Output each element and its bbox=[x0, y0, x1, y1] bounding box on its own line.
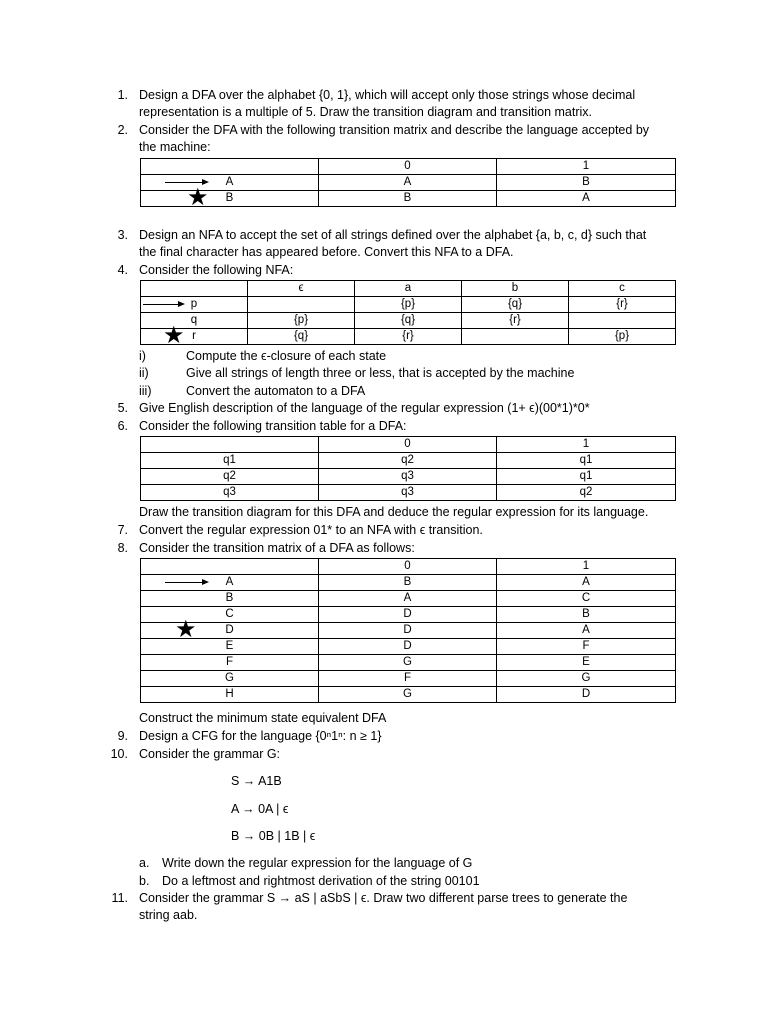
table-cell: q1 bbox=[497, 453, 676, 469]
state-label: B bbox=[225, 192, 234, 204]
q5-number: 5. bbox=[117, 401, 128, 415]
q10-sub-label: a. bbox=[139, 856, 150, 870]
q2-text-cont: the machine: bbox=[139, 140, 211, 154]
table-cell: q3 bbox=[319, 485, 497, 501]
table-cell bbox=[462, 329, 569, 345]
state-label: p bbox=[190, 298, 198, 310]
table-cell: A bbox=[497, 191, 676, 207]
table-cell: 1 bbox=[497, 437, 676, 453]
q3-text-cont: the final character has appeared before. Convert this NFA to a DFA. bbox=[139, 245, 514, 259]
table-cell: q2 bbox=[319, 453, 497, 469]
q2-text: Consider the DFA with the following transition matrix and describe the language accepted by bbox=[139, 123, 650, 137]
q1-number: 1. bbox=[117, 88, 128, 102]
table-cell: q3 bbox=[319, 469, 497, 485]
table-cell: a bbox=[355, 281, 462, 297]
q6-transition-table bbox=[140, 436, 676, 501]
q4-sub-label: iii) bbox=[139, 384, 152, 398]
table-cell bbox=[248, 297, 355, 313]
table-cell: ϵ bbox=[248, 281, 355, 297]
q4-number: 4. bbox=[117, 263, 128, 277]
table-cell: {q} bbox=[355, 313, 462, 329]
q3-number: 3. bbox=[117, 228, 128, 242]
table-cell bbox=[569, 313, 676, 329]
table-cell: q1 bbox=[141, 453, 319, 469]
table-cell: c bbox=[569, 281, 676, 297]
q7-number: 7. bbox=[117, 523, 128, 537]
table-row bbox=[141, 607, 676, 623]
table-cell: F bbox=[141, 655, 319, 671]
final-state-star-icon: ★ bbox=[175, 615, 197, 643]
table-cell: G bbox=[319, 655, 497, 671]
q4-text: Consider the following NFA: bbox=[139, 263, 294, 277]
table-row bbox=[141, 623, 676, 639]
table-cell: A bbox=[319, 175, 497, 191]
table-cell: B bbox=[319, 191, 497, 207]
table-header-row bbox=[141, 559, 676, 575]
start-arrow-icon bbox=[143, 304, 183, 305]
q10-sub-label: b. bbox=[139, 874, 150, 888]
table-cell: G bbox=[141, 671, 319, 687]
table-cell: A bbox=[319, 591, 497, 607]
table-cell: G bbox=[497, 671, 676, 687]
table-cell: C bbox=[141, 607, 319, 623]
table-row bbox=[141, 485, 676, 501]
table-header-row bbox=[141, 281, 676, 297]
table-cell: 1 bbox=[497, 559, 676, 575]
q4-sub-label: i) bbox=[139, 349, 146, 363]
q7-text: Convert the regular expression 01* to an NFA with ϵ transition. bbox=[139, 523, 483, 537]
q10-number: 10. bbox=[110, 747, 128, 761]
table-row bbox=[141, 591, 676, 607]
grammar-rule: S → A1B bbox=[231, 774, 282, 788]
grammar-rule: B → 0B | 1B | ϵ bbox=[231, 829, 316, 843]
table-cell: b bbox=[462, 281, 569, 297]
start-arrow-icon bbox=[165, 582, 207, 583]
state-label: r bbox=[192, 330, 196, 342]
table-cell: C bbox=[497, 591, 676, 607]
table-row bbox=[141, 469, 676, 485]
table-cell bbox=[141, 281, 248, 297]
final-state-star-icon: ★ bbox=[163, 321, 185, 349]
q2-number: 2. bbox=[117, 123, 128, 137]
state-label: A bbox=[225, 176, 234, 188]
table-cell bbox=[141, 159, 319, 175]
table-row bbox=[141, 639, 676, 655]
table-cell: B bbox=[141, 591, 319, 607]
state-cell bbox=[141, 297, 248, 313]
q10-text: Consider the grammar G: bbox=[139, 747, 281, 761]
q9-number: 9. bbox=[117, 729, 128, 743]
table-cell: E bbox=[141, 639, 319, 655]
q10-sub-text: Do a leftmost and rightmost derivation of the string 00101 bbox=[162, 874, 480, 888]
table-cell: q2 bbox=[497, 485, 676, 501]
q6-after-text: Draw the transition diagram for this DFA and deduce the regular expression for its language. bbox=[139, 505, 649, 519]
table-cell: {r} bbox=[569, 297, 676, 313]
q8-number: 8. bbox=[117, 541, 128, 555]
table-row bbox=[141, 453, 676, 469]
q8-after-text: Construct the minimum state equivalent DFA bbox=[139, 711, 387, 725]
table-cell: H bbox=[141, 687, 319, 703]
table-cell: A bbox=[497, 623, 676, 639]
table-cell: D bbox=[319, 623, 497, 639]
table-row bbox=[141, 655, 676, 671]
state-cell bbox=[141, 575, 319, 591]
table-cell: 1 bbox=[497, 159, 676, 175]
q4-sub-label: ii) bbox=[139, 366, 149, 380]
q1-text-cont: representation is a multiple of 5. Draw the transition diagram and transition matrix. bbox=[139, 105, 592, 119]
table-cell: 0 bbox=[319, 437, 497, 453]
q9-text: Design a CFG for the language {0ⁿ1ⁿ: n ≥ 1} bbox=[139, 729, 382, 743]
table-cell bbox=[141, 437, 319, 453]
table-cell bbox=[141, 559, 319, 575]
state-label: A bbox=[225, 576, 234, 588]
table-cell: B bbox=[319, 575, 497, 591]
table-cell: q2 bbox=[141, 469, 319, 485]
state-cell bbox=[141, 321, 248, 349]
q11-text: Consider the grammar S → aS | aSbS | ϵ. Draw two different parse trees to generate the bbox=[139, 891, 628, 905]
table-cell: q1 bbox=[497, 469, 676, 485]
final-state-star-icon: ★ bbox=[187, 183, 209, 211]
q4-nfa-table bbox=[140, 280, 676, 349]
table-cell: E bbox=[497, 655, 676, 671]
table-cell: 0 bbox=[319, 559, 497, 575]
table-cell: D bbox=[319, 607, 497, 623]
table-row bbox=[141, 175, 676, 191]
state-label: D bbox=[225, 624, 234, 636]
table-row bbox=[141, 297, 676, 313]
q4-sub-text: Compute the ϵ-closure of each state bbox=[186, 349, 387, 363]
q8-text: Consider the transition matrix of a DFA as follows: bbox=[139, 541, 415, 555]
table-row bbox=[141, 191, 676, 207]
q10-sub-text: Write down the regular expression for the language of G bbox=[162, 856, 473, 870]
table-cell: q bbox=[141, 313, 248, 329]
table-cell: D bbox=[319, 639, 497, 655]
table-cell: {q} bbox=[248, 329, 355, 345]
table-cell: {r} bbox=[462, 313, 569, 329]
q6-text: Consider the following transition table for a DFA: bbox=[139, 419, 407, 433]
state-cell bbox=[141, 183, 319, 211]
q11-number: 11. bbox=[111, 891, 128, 905]
q8-transition-table bbox=[140, 558, 676, 703]
table-cell: A bbox=[497, 575, 676, 591]
table-cell: G bbox=[319, 687, 497, 703]
table-row bbox=[141, 313, 676, 329]
table-row bbox=[141, 575, 676, 591]
table-row bbox=[141, 329, 676, 345]
table-cell: {p} bbox=[355, 297, 462, 313]
table-cell: D bbox=[497, 687, 676, 703]
table-cell: {q} bbox=[462, 297, 569, 313]
q3-text: Design an NFA to accept the set of all strings defined over the alphabet {a, b, c, d} such that bbox=[139, 228, 647, 242]
q6-number: 6. bbox=[117, 419, 128, 433]
q5-text: Give English description of the language of the regular expression (1+ ϵ)(00*1)*0* bbox=[139, 401, 590, 415]
table-header-row bbox=[141, 437, 676, 453]
table-row bbox=[141, 671, 676, 687]
q11-text-cont: string aab. bbox=[139, 908, 198, 922]
grammar-rule: A → 0A | ϵ bbox=[231, 802, 289, 816]
table-cell: {r} bbox=[355, 329, 462, 345]
table-header-row bbox=[141, 159, 676, 175]
table-cell: 0 bbox=[319, 159, 497, 175]
table-cell: F bbox=[319, 671, 497, 687]
table-cell: q3 bbox=[141, 485, 319, 501]
table-cell: {p} bbox=[248, 313, 355, 329]
table-cell: B bbox=[497, 607, 676, 623]
table-cell: B bbox=[497, 175, 676, 191]
table-cell: {p} bbox=[569, 329, 676, 345]
state-cell bbox=[141, 175, 319, 191]
q4-sub-text: Give all strings of length three or less, that is accepted by the machine bbox=[186, 366, 575, 380]
table-cell: F bbox=[497, 639, 676, 655]
q2-transition-table bbox=[140, 158, 676, 211]
q4-sub-text: Convert the automaton to a DFA bbox=[186, 384, 366, 398]
q1-text: Design a DFA over the alphabet {0, 1}, which will accept only those strings whose decimal bbox=[139, 88, 636, 102]
table-row bbox=[141, 687, 676, 703]
state-cell bbox=[141, 615, 319, 643]
